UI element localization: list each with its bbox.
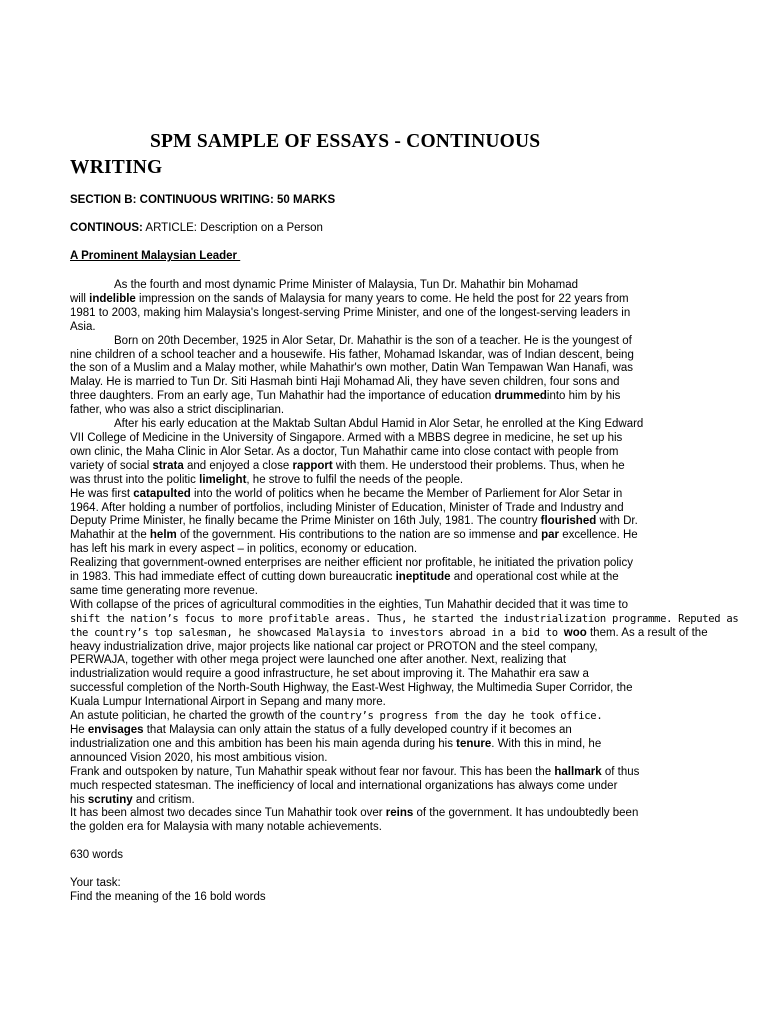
essay-text: Born on 20th December, 1925 in Alor Setar, Dr. Mahathir is the son of a teacher. He is the youngest of <box>114 334 632 347</box>
blank-line <box>70 863 710 877</box>
essay-text: with Dr. <box>596 515 638 528</box>
essay-text: impression on the sands of Malaysia for many years to come. He held the post for 22 years from <box>135 292 629 305</box>
bold-vocabulary-word: strata <box>152 459 184 472</box>
essay-text: successful completion of the North-South Highway, the East-West Highway, the Multimedia Super Corridor, the <box>70 682 633 695</box>
essay-text: has left his mark in every aspect – in politics, economy or education. <box>70 543 418 556</box>
essay-heading: A Prominent Malaysian Leader <box>70 250 241 262</box>
essay-text: industrialization would require a good infrastructure, he set about improving it. The Mahathir era saw a <box>70 668 589 681</box>
essay-line <box>70 335 710 349</box>
essay-text: VII College of Medicine in the University of Singapore. Armed with a MBBS degree in medicine, he set up his <box>70 431 623 444</box>
title-line-1: SPM SAMPLE OF ESSAYS - CONTINUOUS <box>150 131 541 152</box>
essay-text: Find the meaning of the 16 bold words <box>70 890 266 903</box>
essay-body <box>70 279 739 905</box>
bold-vocabulary-word: helm <box>149 529 177 542</box>
bold-vocabulary-word: ineptitude <box>395 571 451 584</box>
essay-text: much respected statesman. The inefficiency of local and international organizations has always come under <box>70 779 618 792</box>
essay-line <box>70 362 710 376</box>
essay-line <box>70 446 710 460</box>
essay-line <box>70 376 710 390</box>
essay-text: Malay. He is married to Tun Dr. Siti Hasmah binti Haji Mohamad Ali, they have seven children, four sons and <box>70 376 620 389</box>
section-heading: SECTION B: CONTINUOUS WRITING: 50 MARKS <box>70 194 336 206</box>
essay-text: announced Vision 2020, his most ambitious vision. <box>70 751 328 764</box>
essay-line <box>70 293 710 307</box>
essay-line <box>70 821 710 835</box>
bold-vocabulary-word: reins <box>385 807 414 820</box>
essay-line <box>70 488 710 502</box>
essay-line <box>70 766 710 780</box>
essay-text: PERWAJA, together with other mega project were launched one after another. Next, realizing that <box>70 654 567 667</box>
continuous-label: CONTINOUS: <box>70 222 143 234</box>
essay-line <box>70 682 710 696</box>
bold-vocabulary-word: par <box>541 529 560 542</box>
essay-line <box>70 349 710 363</box>
essay-text: With collapse of the prices of agricultural commodities in the eighties, Tun Mahathir decided that it was time to <box>70 598 629 611</box>
essay-text: into the world of politics when he became the Member of Parliement for Alor Setar in <box>190 487 623 500</box>
essay-text: them. As a result of the <box>586 626 708 639</box>
essay-text: that Malaysia can only attain the status of a fully developed country if it becomes an <box>143 724 572 736</box>
essay-line <box>70 668 710 682</box>
essay-text: and enjoyed a close <box>183 459 293 472</box>
essay-text: Mahathir at the <box>70 529 150 542</box>
essay-text: the golden era for Malaysia with many notable achievements. <box>70 821 382 834</box>
essay-text: Frank and outspoken by nature, Tun Mahathir speak without fear nor favour. This has been the <box>70 765 555 778</box>
essay-text: . With this in mind, he <box>491 737 602 750</box>
essay-text: It has been almost two decades since Tun Mahathir took over <box>70 807 386 820</box>
bold-vocabulary-word: scrutiny <box>87 793 133 806</box>
essay-text: shift the nation’s focus to more profitable areas. Thus, he started the industrialization programme. Reputed as <box>70 612 739 625</box>
bold-vocabulary-word: envisages <box>87 724 144 736</box>
essay-text: , he strove to fulfil the needs of the people. <box>246 473 464 486</box>
essay-text: the son of a Muslim and a Malay mother, while Mahathir's own mother, Datin Wan Tempawan Wan Hanafi, was <box>70 362 633 375</box>
essay-text: After his early education at the Maktab Sultan Abdul Hamid in Alor Setar, he enrolled at the King Edward <box>114 418 644 431</box>
essay-text: three daughters. From an early age, Tun Mahathir had the importance of education <box>70 390 495 403</box>
bold-vocabulary-word: flourished <box>540 515 597 528</box>
essay-text: Kuala Lumpur International Airport in Sepang and many more. <box>70 696 386 709</box>
essay-text: nine children of a school teacher and a housewife. His father, Mohamad Iskandar, was of Indian descent, being <box>70 348 634 361</box>
article-type-line <box>70 222 323 234</box>
essay-line <box>70 654 710 668</box>
essay-line <box>70 738 710 752</box>
essay-text: and critism. <box>132 793 195 806</box>
essay-line <box>70 627 710 641</box>
essay-line <box>70 794 710 808</box>
document-title <box>70 129 710 181</box>
essay-line <box>70 321 710 335</box>
essay-line <box>70 849 710 863</box>
essay-line <box>70 891 710 905</box>
bold-vocabulary-word: rapport <box>292 459 333 472</box>
essay-text: of thus <box>601 765 640 778</box>
essay-text: 630 words <box>70 849 124 862</box>
essay-line <box>70 641 710 655</box>
essay-text: and operational cost while at the <box>450 571 619 584</box>
essay-text: his <box>70 793 88 806</box>
essay-line <box>70 724 710 738</box>
essay-text: Asia. <box>70 320 96 333</box>
essay-line <box>70 460 710 474</box>
essay-line <box>70 307 710 321</box>
essay-text: with them. He understood their problems. Thus, when he <box>332 459 625 472</box>
essay-line <box>70 807 710 821</box>
essay-line <box>70 571 710 585</box>
essay-line <box>70 418 710 432</box>
blank-line <box>70 835 710 849</box>
essay-text: He <box>70 724 88 736</box>
essay-text: industrialization one and this ambition has been his main agenda during his <box>70 737 457 750</box>
essay-text: was thrust into the politic <box>70 473 200 486</box>
essay-line <box>70 432 710 446</box>
essay-text: As the fourth and most dynamic Prime Minister of Malaysia, Tun Dr. Mahathir bin Mohamad <box>114 279 579 291</box>
essay-line <box>70 599 710 613</box>
essay-text: into him by his <box>546 390 621 403</box>
essay-text: in 1983. This had immediate effect of cutting down bureaucratic <box>70 571 396 584</box>
essay-line <box>70 612 739 627</box>
essay-line <box>70 585 710 599</box>
essay-text: Deputy Prime Minister, he finally became the Prime Minister on 16th July, 1981. The country <box>70 515 541 528</box>
essay-line <box>70 404 710 418</box>
essay-line <box>70 877 710 891</box>
bold-vocabulary-word: tenure <box>456 737 492 750</box>
essay-text: father, who was also a strict disciplinarian. <box>70 404 285 417</box>
essay-text: excellence. He <box>559 529 638 542</box>
bold-vocabulary-word: limelight <box>199 473 247 486</box>
essay-line <box>70 696 710 710</box>
essay-text: will <box>70 292 90 305</box>
essay-text: country’s progress from the day he took office. <box>319 710 603 723</box>
title-line-2: WRITING <box>70 157 163 178</box>
article-type: ARTICLE: Description on a Person <box>142 222 323 234</box>
essay-text: 1964. After holding a number of portfolios, including Minister of Education, Minister of Trade and Industry and <box>70 501 624 514</box>
bold-vocabulary-word: hallmark <box>554 765 602 778</box>
essay-line <box>70 780 710 794</box>
essay-text: 1981 to 2003, making him Malaysia's longest-serving Prime Minister, and one of the longest-serving leaders in <box>70 306 631 319</box>
essay-text: He was first <box>70 487 134 500</box>
essay-text: An astute politician, he charted the growth of the <box>70 710 320 723</box>
essay-line <box>70 502 710 516</box>
essay-text: of the government. It has undoubtedly been <box>413 807 639 820</box>
essay-text: heavy industrialization drive, major projects like national car project or PROTON and the steel company, <box>70 640 598 653</box>
bold-vocabulary-word: woo <box>563 626 587 639</box>
essay-text: Realizing that government-owned enterprises are neither efficient nor profitable, he initiated the privation policy <box>70 557 633 570</box>
bold-vocabulary-word: indelible <box>89 292 136 305</box>
bold-vocabulary-word: catapulted <box>133 487 191 500</box>
essay-line <box>70 279 710 293</box>
essay-line <box>70 543 710 557</box>
essay-line <box>70 390 710 404</box>
essay-line <box>70 474 710 488</box>
essay-text: own clinic, the Maha Clinic in Alor Setar. As a doctor, Tun Mahathir came into close contact with people from <box>70 445 619 458</box>
essay-line <box>70 515 710 529</box>
bold-vocabulary-word: drummed <box>494 390 547 403</box>
essay-line <box>70 710 710 724</box>
essay-text: variety of social <box>70 459 153 472</box>
essay-line <box>70 557 710 571</box>
essay-text: same time generating more revenue. <box>70 584 258 597</box>
essay-line <box>70 752 710 766</box>
essay-text: the country’s top salesman, he showcased Malaysia to investors abroad in a bid to <box>70 626 564 639</box>
essay-line <box>70 529 710 543</box>
essay-text: Your task: <box>70 876 121 889</box>
essay-text: of the government. His contributions to the nation are so immense and <box>176 529 542 542</box>
